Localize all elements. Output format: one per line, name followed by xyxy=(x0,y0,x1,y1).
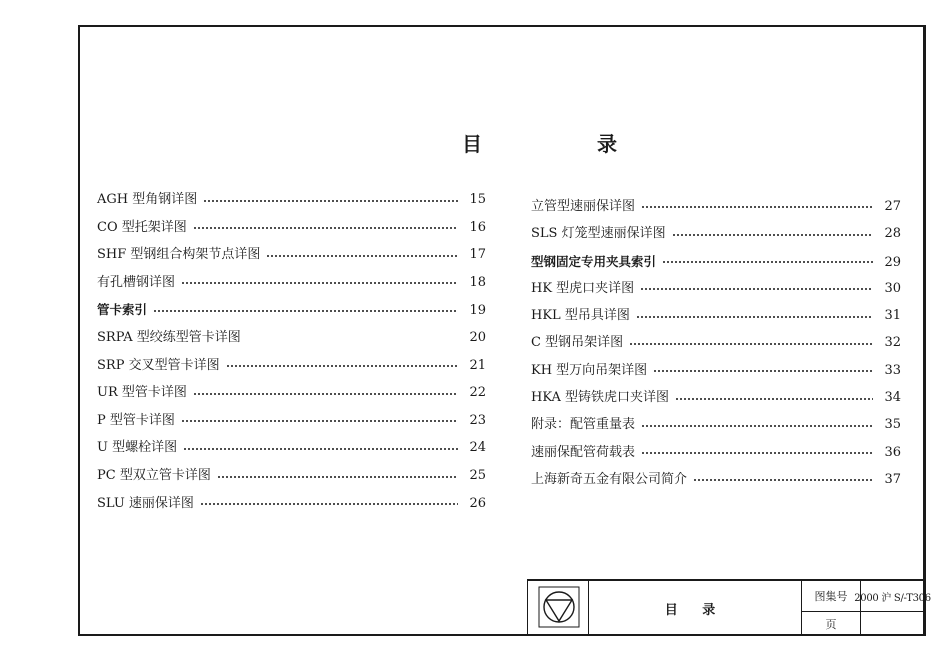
toc-dot-leader xyxy=(266,249,458,261)
atlas-number-label: 图集号 xyxy=(802,581,861,612)
toc-right-column xyxy=(531,193,901,493)
toc-entry-page: 16 xyxy=(469,219,486,235)
triangle-in-circle-logo-icon xyxy=(537,585,581,629)
toc-entry-title: U 型螺栓详图 xyxy=(97,440,178,456)
page-title: 目 录 xyxy=(462,132,671,156)
title-block-name: 目 录 xyxy=(589,581,802,636)
toc-dot-leader xyxy=(641,419,873,431)
toc-entry-title: 附录：配管重量表 xyxy=(531,417,636,433)
toc-entry-title: 上海新奇五金有限公司简介 xyxy=(531,471,688,487)
toc-dot-leader xyxy=(640,283,873,295)
toc-entry xyxy=(97,434,486,462)
toc-entry xyxy=(97,379,486,407)
toc-entry-title: PC 型双立管卡详图 xyxy=(97,467,211,483)
toc-left-column xyxy=(97,186,486,517)
toc-entry-title: HKL 型吊具详图 xyxy=(531,308,630,324)
toc-entry-page: 26 xyxy=(469,495,486,511)
toc-entry xyxy=(531,220,901,247)
toc-entry xyxy=(97,324,486,352)
toc-entry-title: KH 型万向吊架详图 xyxy=(531,362,648,378)
toc-entry xyxy=(531,248,901,275)
toc-dot-leader xyxy=(193,221,458,233)
toc-entry-page: 25 xyxy=(469,467,486,483)
toc-entry-page: 35 xyxy=(884,417,901,433)
toc-entry xyxy=(97,462,486,490)
toc-entry xyxy=(97,296,486,324)
toc-entry xyxy=(531,384,901,411)
toc-dot-leader xyxy=(672,228,873,240)
toc-entry-title: SLU 速丽保详图 xyxy=(97,495,194,511)
toc-entry xyxy=(97,214,486,242)
toc-entry-page: 32 xyxy=(884,335,901,351)
toc-dot-leader xyxy=(662,255,873,267)
toc-entry-title: 型钢固定专用夹具索引 xyxy=(531,253,657,269)
toc-entry-page: 33 xyxy=(884,362,901,378)
toc-entry-page: 29 xyxy=(884,254,901,270)
toc-entry-page: 22 xyxy=(469,385,486,401)
toc-entry-title: C 型钢吊架详图 xyxy=(531,335,624,351)
toc-entry-title: AGH 型角钢详图 xyxy=(97,192,198,207)
toc-entry-page: 21 xyxy=(469,357,486,373)
title-block xyxy=(527,579,931,636)
page-label: 页 xyxy=(802,612,861,636)
toc-entry-title: 有孔槽钢详图 xyxy=(97,274,176,290)
toc-entry xyxy=(531,357,901,384)
toc-dot-leader xyxy=(203,194,458,206)
toc-entry xyxy=(531,193,901,220)
toc-entry-page: 17 xyxy=(469,247,486,263)
toc-dot-leader xyxy=(193,387,458,399)
toc-entry-page: 36 xyxy=(884,444,901,460)
toc-entry xyxy=(531,329,901,356)
toc-entry xyxy=(531,411,901,438)
toc-entry-title: SRP 交叉型管卡详图 xyxy=(97,357,220,373)
toc-dot-leader xyxy=(153,304,458,316)
toc-entry xyxy=(97,490,486,518)
toc-entry-title: CO 型托架详图 xyxy=(97,219,187,235)
toc-dot-leader xyxy=(181,277,458,289)
toc-dot-leader xyxy=(653,364,873,376)
toc-entry xyxy=(531,466,901,493)
toc-entry-title: UR 型管卡详图 xyxy=(97,385,187,401)
toc-entry xyxy=(531,275,901,302)
toc-entry xyxy=(97,241,486,269)
toc-entry-page: 27 xyxy=(884,199,901,214)
toc-dot-leader xyxy=(200,497,458,509)
toc-dot-leader xyxy=(641,201,873,213)
toc-entry-page: 19 xyxy=(469,303,486,319)
toc-entry-title: SHF 型钢组合构架节点详图 xyxy=(97,247,261,263)
toc-dot-leader xyxy=(247,332,458,344)
toc-entry-page: 20 xyxy=(469,329,486,345)
page-value xyxy=(861,612,924,636)
toc-entry xyxy=(97,352,486,380)
toc-dot-leader xyxy=(629,337,873,349)
toc-entry-page: 23 xyxy=(469,412,486,428)
toc-dot-leader xyxy=(226,359,458,371)
toc-entry-title: HK 型虎口夹详图 xyxy=(531,280,635,296)
logo-cell xyxy=(528,581,589,636)
toc-dot-leader xyxy=(183,442,458,454)
toc-entry-title: 速丽保配管荷载表 xyxy=(531,444,636,460)
toc-dot-leader xyxy=(636,310,873,322)
toc-entry-title: HKA 型铸铁虎口夹详图 xyxy=(531,390,670,406)
toc-entry xyxy=(97,186,486,214)
toc-dot-leader xyxy=(693,474,873,486)
toc-entry-title: 立管型速丽保详图 xyxy=(531,199,636,214)
toc-entry-page: 37 xyxy=(884,471,901,487)
toc-entry-page: 31 xyxy=(884,308,901,324)
toc-entry-title: SRPA 型绞练型管卡详图 xyxy=(97,329,241,345)
toc-dot-leader xyxy=(217,470,458,482)
toc-entry-title: 管卡索引 xyxy=(97,302,148,318)
toc-dot-leader xyxy=(675,392,873,404)
toc-dot-leader xyxy=(181,415,458,427)
toc-entry xyxy=(531,439,901,466)
toc-entry-page: 28 xyxy=(884,226,901,242)
toc-entry-page: 15 xyxy=(469,192,486,207)
toc-entry-title: P 型管卡详图 xyxy=(97,412,175,428)
toc-entry-title: SLS 灯笼型速丽保详图 xyxy=(531,226,666,242)
toc-entry-page: 24 xyxy=(469,440,486,456)
toc-entry-page: 34 xyxy=(884,390,901,406)
toc-entry-page: 30 xyxy=(884,280,901,296)
atlas-number-value: 2000 沪 S/-T306 xyxy=(861,581,924,612)
toc-entry xyxy=(97,269,486,297)
toc-entry xyxy=(97,407,486,435)
toc-entry xyxy=(531,302,901,329)
toc-dot-leader xyxy=(641,446,873,458)
toc-entry-page: 18 xyxy=(469,274,486,290)
